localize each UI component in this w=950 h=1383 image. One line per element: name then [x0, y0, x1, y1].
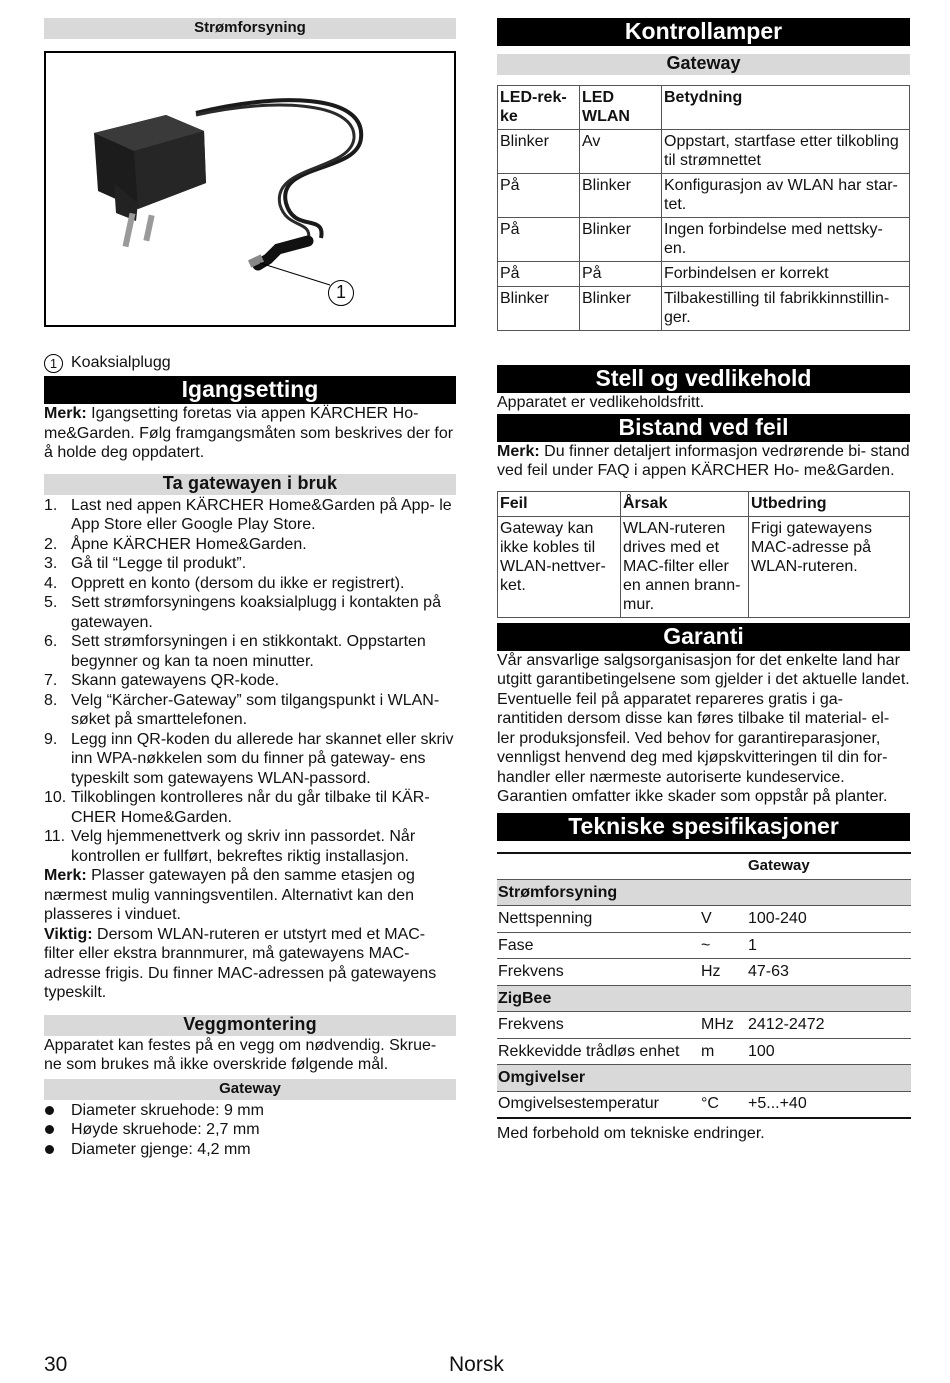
lamps-table-cell: Konfigurasjon av WLAN har star- tet. [662, 174, 910, 218]
specs-row [497, 1012, 911, 1039]
step-text: Åpne KÄRCHER Home&Garden. [71, 535, 307, 553]
step-item [44, 554, 456, 574]
step-item [44, 496, 456, 535]
specs-note: Med forbehold om tekniske endringer. [497, 1124, 765, 1142]
specs-group-label: Strømforsyning [497, 879, 911, 906]
specs-unit: Hz [700, 959, 747, 986]
bullet-icon [44, 1120, 71, 1140]
lamps-table [497, 85, 910, 331]
wall-mount-item [44, 1140, 456, 1160]
step-item [44, 730, 456, 789]
callout-number: 1 [44, 354, 63, 373]
specs-row [497, 906, 911, 933]
right-column [497, 18, 910, 1143]
lamps-table-row [498, 174, 910, 218]
lamps-table-row [498, 287, 910, 331]
lamps-subheader: Gateway [497, 54, 910, 75]
wall-mount-item [44, 1120, 456, 1140]
lamps-table-cell: Blinker [580, 218, 662, 262]
troubleshooting-note-text: Du finner detaljert informasjon vedrørende bi- stand ved feil under FAQ i appen KÄRCHER Ho- me&Garden. [497, 442, 910, 479]
specs-label: Rekkevidde trådløs enhet [497, 1038, 700, 1065]
wall-mount-list [44, 1101, 456, 1160]
lamps-table-cell: Av [580, 130, 662, 174]
step-number: 8. [44, 691, 58, 709]
step-text: Last ned appen KÄRCHER Home&Garden på App- le App Store eller Google Play Store. [71, 496, 452, 533]
left-column [44, 18, 456, 1159]
lamps-table-cell: Blinker [498, 130, 580, 174]
specs-row [497, 959, 911, 986]
troubleshooting-table [497, 491, 910, 618]
bullet-icon [44, 1140, 71, 1160]
callout-legend [44, 353, 456, 373]
lamps-table-cell: På [580, 262, 662, 287]
specs-unit: m [700, 1038, 747, 1065]
page-language: Norsk [449, 1353, 504, 1376]
specs-group-row [497, 1065, 911, 1092]
startup-title: Igangsetting [44, 376, 456, 404]
lamps-table-cell: På [498, 174, 580, 218]
troubleshooting-table-cell: WLAN-ruteren drives med et MAC-filter eller en annen brann- mur. [621, 516, 749, 617]
specs-col-gateway: Gateway [747, 853, 911, 880]
trouble-col-cause: Årsak [621, 491, 749, 516]
step-item [44, 788, 456, 827]
specs-row [497, 1038, 911, 1065]
troubleshooting-title: Bistand ved feil [497, 414, 910, 442]
step-item [44, 632, 456, 671]
lamps-table-row [498, 218, 910, 262]
step-text: Velg “Kärcher-Gateway” som tilgangspunkt i WLAN- søket på smarttelefonen. [71, 691, 440, 728]
wall-mount-text: Apparatet kan festes på en vegg om nødvendig. Skrue- ne som brukes må ikke overskride følgende mål. [44, 1036, 437, 1073]
specs-table [497, 852, 911, 1119]
step-text: Sett strømforsyningens koaksialplugg i kontakten på gatewayen. [71, 594, 441, 631]
lamps-title: Kontrollamper [497, 18, 910, 46]
wall-mount-item-text: Høyde skruehode: 2,7 mm [71, 1121, 260, 1138]
lamps-table-row [498, 130, 910, 174]
step-number: 6. [44, 633, 58, 650]
troubleshooting-table-row [498, 516, 910, 617]
lamps-table-cell: Ingen forbindelse med nettsky- en. [662, 218, 910, 262]
placement-note-label: Merk: [44, 867, 87, 884]
step-text: Skann gatewayens QR-kode. [71, 672, 280, 689]
lamps-table-cell: Blinker [580, 174, 662, 218]
wall-mount-item-text: Diameter gjenge: 4,2 mm [71, 1140, 251, 1158]
specs-value: 1 [747, 932, 911, 959]
important-note-text: Dersom WLAN-ruteren er utstyrt med et MAC- filter eller ekstra brannmurer, må gatewayens MAC- adresse frigis. Du finner MAC-adressen på gatewayens typeskilt. [44, 925, 437, 1001]
care-text: Apparatet er vedlikeholdsfritt. [497, 394, 705, 411]
use-gateway-header: Ta gatewayen i bruk [44, 474, 456, 495]
step-number: 7. [44, 672, 58, 689]
step-number: 10. [44, 789, 67, 806]
figure-callout-marker: 1 [328, 280, 354, 306]
specs-group-label: Omgivelser [497, 1065, 911, 1092]
important-note [44, 925, 456, 1003]
troubleshooting-note-label: Merk: [497, 442, 540, 460]
step-item [44, 827, 456, 866]
callout-label: Koaksialplugg [71, 354, 171, 372]
step-number: 11. [44, 828, 66, 845]
step-number: 3. [44, 555, 58, 572]
lamps-table-row [498, 262, 910, 287]
specs-value: 100 [747, 1038, 911, 1065]
specs-value: 2412-2472 [747, 1012, 911, 1039]
specs-group-label: ZigBee [497, 985, 911, 1012]
step-text: Sett strømforsyningen i en stikkontakt. Oppstarten begynner og kan ta noen minutter. [71, 633, 426, 670]
lamps-table-cell: Tilbakestilling til fabrikkinnstillin- ger. [662, 287, 910, 331]
trouble-col-remedy: Utbedring [749, 491, 910, 516]
specs-header-row [497, 853, 911, 880]
specs-row [497, 1091, 911, 1118]
specs-group-row [497, 985, 911, 1012]
step-text: Legg inn QR-koden du allerede har skannet eller skriv inn WPA-nøkkelen som du finner på gateway- ens typeskilt som gatewayens WLAN-passord. [71, 730, 454, 787]
step-number: 4. [44, 574, 58, 592]
bullet-icon [44, 1101, 71, 1121]
lamps-table-cell: På [498, 262, 580, 287]
lamps-table-cell: På [498, 218, 580, 262]
wall-mount-header: Veggmontering [44, 1015, 456, 1036]
specs-label: Fase [497, 932, 700, 959]
step-number: 5. [44, 594, 58, 611]
trouble-col-fault: Feil [498, 491, 621, 516]
specs-group-row [497, 879, 911, 906]
page-number: 30 [44, 1353, 68, 1376]
wall-mount-item-text: Diameter skruehode: 9 mm [71, 1101, 264, 1119]
step-text: Velg hjemmenettverk og skriv inn passordet. Når kontrollen er fullført, bekreftes riktig installasjon. [71, 828, 416, 865]
specs-row [497, 932, 911, 959]
troubleshooting-table-cell: Frigi gatewayens MAC-adresse på WLAN-ruteren. [749, 516, 910, 617]
startup-note [44, 404, 456, 463]
power-adapter-figure [44, 51, 456, 327]
specs-label: Frekvens [497, 959, 700, 986]
specs-title: Tekniske spesifikasjoner [497, 813, 910, 841]
startup-note-text: Igangsetting foretas via appen KÄRCHER Ho- me&Garden. Følg framgangsmåten som beskrives der for å holde deg oppdatert. [44, 405, 454, 461]
steps-list [44, 496, 456, 867]
step-item [44, 691, 456, 730]
specs-label: Omgivelsestemperatur [497, 1091, 700, 1118]
step-item [44, 671, 456, 691]
warranty-text: Vår ansvarlige salgsorganisasjon for det enkelte land har utgitt garantibetingelsene som gjelder i det aktuelle landet. Eventuelle feil på apparatet repareres gratis i ga- rantitiden dersom disse kan føres tilbake til material- el- ler produksjonsfeil. Ved behov for garantireparasjoner, vennligst henvend deg med kjøpskvitteringen til din for- handler eller nærmeste autoriserte kundeservice. Garantien omfatter ikke skader som oppstår på planter. [497, 651, 910, 805]
step-item [44, 574, 456, 594]
specs-unit: V [700, 906, 747, 933]
important-note-label: Viktig: [44, 925, 93, 943]
troubleshooting-table-header [498, 491, 910, 516]
power-adapter-illustration [46, 53, 454, 325]
lamps-col-meaning: Betydning [662, 86, 910, 130]
placement-note-text: Plasser gatewayen på den samme etasjen og nærmest mulig vanningsventilen. Alternativt kan den plasseres i vinduet. [44, 867, 415, 923]
care-title: Stell og vedlikehold [497, 365, 910, 393]
specs-value: 47-63 [747, 959, 911, 986]
step-number: 9. [44, 730, 58, 748]
wall-mount-subheader: Gateway [44, 1079, 456, 1100]
lamps-table-header [498, 86, 910, 130]
step-item [44, 593, 456, 632]
specs-unit: °C [700, 1091, 747, 1118]
step-item [44, 535, 456, 555]
lamps-table-cell: Blinker [498, 287, 580, 331]
specs-value: +5...+40 [747, 1091, 911, 1118]
step-text: Gå til “Legge til produkt”. [71, 555, 247, 572]
troubleshooting-table-cell: Gateway kan ikke kobles til WLAN-nettver- ket. [498, 516, 621, 617]
wall-mount-item [44, 1101, 456, 1121]
warranty-title: Garanti [497, 623, 910, 651]
lamps-col-row: LED-rek- ke [498, 86, 580, 130]
lamps-col-wlan: LED WLAN [580, 86, 662, 130]
specs-label: Nettspenning [497, 906, 700, 933]
lamps-table-cell: Blinker [580, 287, 662, 331]
specs-value: 100-240 [747, 906, 911, 933]
step-number: 2. [44, 535, 58, 553]
troubleshooting-note [497, 442, 910, 481]
lamps-table-cell: Oppstart, startfase etter tilkobling til strømnettet [662, 130, 910, 174]
step-text: Tilkoblingen kontrolleres når du går tilbake til KÄR- CHER Home&Garden. [71, 789, 430, 826]
startup-note-label: Merk: [44, 405, 87, 422]
step-text: Opprett en konto (dersom du ikke er registrert). [71, 574, 405, 592]
placement-note [44, 866, 456, 925]
step-number: 1. [44, 496, 58, 514]
power-supply-header: Strømforsyning [44, 18, 456, 39]
lamps-table-cell: Forbindelsen er korrekt [662, 262, 910, 287]
specs-label: Frekvens [497, 1012, 700, 1039]
specs-unit: MHz [700, 1012, 747, 1039]
specs-unit: ~ [700, 932, 747, 959]
